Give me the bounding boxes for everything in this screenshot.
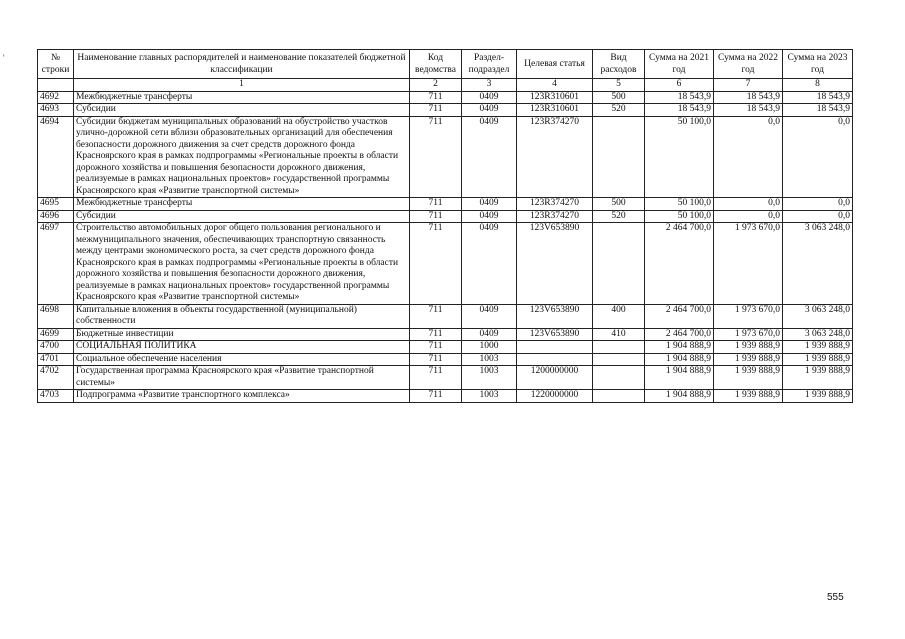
row-number-cell: 4699 [38,328,74,341]
target-article-cell: 123R310601 [517,104,593,117]
section-cell: 1000 [462,341,517,354]
row-number-cell: 4692 [38,91,74,104]
page-number: 555 [827,592,844,603]
dept-code-cell: 711 [410,304,462,328]
header-name: Наименование главных распорядителей и наименование показателей бюджетной классификации [74,50,410,79]
table-row [38,210,853,223]
section-cell: 0409 [462,223,517,305]
table-row [38,104,853,117]
column-number: 7 [714,79,783,92]
sum-2022-cell: 0,0 [714,210,783,223]
target-article-cell [517,341,593,354]
name-cell: Подпрограмма «Развитие транспортного комплекса» [74,390,410,403]
name-cell: Субсидии [74,104,410,117]
target-article-cell: 123V653890 [517,223,593,305]
table-row [38,116,853,198]
expense-type-cell: 500 [593,91,645,104]
sum-2023-cell: 1 939 888,9 [783,390,853,403]
header-dept-code: Код ведомства [410,50,462,79]
expense-type-cell: 400 [593,304,645,328]
expense-type-cell: 520 [593,104,645,117]
sum-2023-cell: 0,0 [783,210,853,223]
name-cell: Социальное обеспечение населения [74,353,410,366]
name-cell: Государственная программа Красноярского края «Развитие транспортной системы» [74,366,410,390]
section-cell: 0409 [462,198,517,211]
sum-2021-cell: 2 464 700,0 [645,304,714,328]
sum-2023-cell: 1 939 888,9 [783,366,853,390]
name-cell: Межбюджетные трансферты [74,91,410,104]
section-cell: 0409 [462,304,517,328]
header-sum-2023: Сумма на 2023 год [783,50,853,79]
sum-2023-cell: 1 939 888,9 [783,353,853,366]
budget-table [37,49,853,403]
name-cell: Бюджетные инвестиции [74,328,410,341]
column-number: 8 [783,79,853,92]
table-row [38,198,853,211]
row-number-cell: 4700 [38,341,74,354]
sum-2021-cell: 1 904 888,9 [645,353,714,366]
target-article-cell: 123R374270 [517,116,593,198]
dept-code-cell: 711 [410,353,462,366]
dept-code-cell: 711 [410,328,462,341]
dept-code-cell: 711 [410,91,462,104]
dept-code-cell: 711 [410,341,462,354]
sum-2023-cell: 3 063 248,0 [783,328,853,341]
header-row [38,50,853,79]
sum-2023-cell: 18 543,9 [783,91,853,104]
section-cell: 1003 [462,390,517,403]
sum-2022-cell: 1 939 888,9 [714,366,783,390]
expense-type-cell: 520 [593,210,645,223]
row-number-cell: 4697 [38,223,74,305]
column-number-blank [38,79,74,92]
target-article-cell: 123V653890 [517,328,593,341]
table-header [38,50,853,92]
dept-code-cell: 711 [410,390,462,403]
edge-mark: ' [3,53,5,63]
column-number: 2 [410,79,462,92]
row-number-cell: 4696 [38,210,74,223]
name-cell: Субсидии [74,210,410,223]
row-number-cell: 4702 [38,366,74,390]
target-article-cell: 1200000000 [517,366,593,390]
expense-type-cell [593,116,645,198]
row-number-cell: 4701 [38,353,74,366]
sum-2022-cell: 1 973 670,0 [714,223,783,305]
dept-code-cell: 711 [410,116,462,198]
sum-2022-cell: 1 939 888,9 [714,390,783,403]
sum-2023-cell: 1 939 888,9 [783,341,853,354]
table-row [38,341,853,354]
sum-2023-cell: 0,0 [783,198,853,211]
column-number: 4 [517,79,593,92]
sum-2022-cell: 1 973 670,0 [714,328,783,341]
sum-2022-cell: 1 973 670,0 [714,304,783,328]
name-cell: Капитальные вложения в объекты государственной (муниципальной) собственности [74,304,410,328]
table-row [38,223,853,305]
target-article-cell: 123R374270 [517,210,593,223]
sum-2021-cell: 18 543,9 [645,104,714,117]
section-cell: 0409 [462,210,517,223]
row-number-cell: 4698 [38,304,74,328]
sum-2021-cell: 1 904 888,9 [645,341,714,354]
sum-2023-cell: 3 063 248,0 [783,223,853,305]
expense-type-cell [593,366,645,390]
sum-2022-cell: 0,0 [714,198,783,211]
dept-code-cell: 711 [410,104,462,117]
sum-2022-cell: 18 543,9 [714,104,783,117]
column-number: 5 [593,79,645,92]
sum-2021-cell: 1 904 888,9 [645,390,714,403]
expense-type-cell [593,223,645,305]
table-row [38,328,853,341]
expense-type-cell: 410 [593,328,645,341]
sum-2022-cell: 1 939 888,9 [714,353,783,366]
section-cell: 1003 [462,366,517,390]
table-row [38,366,853,390]
sum-2021-cell: 18 543,9 [645,91,714,104]
column-number: 6 [645,79,714,92]
sum-2021-cell: 50 100,0 [645,198,714,211]
table-body [38,91,853,402]
header-target-article: Целевая статья [517,50,593,79]
table-row [38,390,853,403]
header-expense-type: Вид расходов [593,50,645,79]
table-row [38,304,853,328]
sum-2023-cell: 3 063 248,0 [783,304,853,328]
expense-type-cell: 500 [593,198,645,211]
sum-2022-cell: 18 543,9 [714,91,783,104]
sum-2021-cell: 1 904 888,9 [645,366,714,390]
name-cell: СОЦИАЛЬНАЯ ПОЛИТИКА [74,341,410,354]
row-number-cell: 4703 [38,390,74,403]
sum-2023-cell: 18 543,9 [783,104,853,117]
section-cell: 0409 [462,328,517,341]
name-cell: Субсидии бюджетам муниципальных образований на обустройство участков улично-дорожной сети вблизи образовательных организаций для обеспечения безопасности дорожного движения за счет средств дорожного фонда Красноярского края в рамках подпрограммы «Региональные проекты в области дорожного хозяйства и повышения безопасности дорожного движения, реализуемые в рамках национальных проектов» государственной программы Красноярского края «Развитие транспортной системы» [74,116,410,198]
sum-2022-cell: 0,0 [714,116,783,198]
target-article-cell: 123R374270 [517,198,593,211]
target-article-cell: 123V653890 [517,304,593,328]
name-cell: Строительство автомобильных дорог общего пользования регионального и межмуниципального значения, обеспечивающих транспортную связанность между центрами экономического роста, за счет средств дорожного фонда Красноярского края в рамках подпрограммы «Региональные проекты в области дорожного хозяйства и повышения безопасности дорожного движения, реализуемые в рамках национальных проектов» государственной программы Красноярского края «Развитие транспортной системы» [74,223,410,305]
dept-code-cell: 711 [410,223,462,305]
column-number: 3 [462,79,517,92]
section-cell: 1003 [462,353,517,366]
row-number-cell: 4693 [38,104,74,117]
sum-2021-cell: 50 100,0 [645,210,714,223]
sum-2023-cell: 0,0 [783,116,853,198]
expense-type-cell [593,390,645,403]
dept-code-cell: 711 [410,198,462,211]
expense-type-cell [593,341,645,354]
target-article-cell: 123R310601 [517,91,593,104]
section-cell: 0409 [462,116,517,198]
section-cell: 0409 [462,91,517,104]
dept-code-cell: 711 [410,210,462,223]
column-number-row [38,79,853,92]
header-row-number: № строки [38,50,74,79]
header-section: Раздел-подраздел [462,50,517,79]
header-sum-2021: Сумма на 2021 год [645,50,714,79]
table-row [38,353,853,366]
table-row [38,91,853,104]
column-number: 1 [74,79,410,92]
header-sum-2022: Сумма на 2022 год [714,50,783,79]
section-cell: 0409 [462,104,517,117]
sum-2021-cell: 50 100,0 [645,116,714,198]
sum-2022-cell: 1 939 888,9 [714,341,783,354]
target-article-cell: 1220000000 [517,390,593,403]
name-cell: Межбюджетные трансферты [74,198,410,211]
row-number-cell: 4694 [38,116,74,198]
target-article-cell [517,353,593,366]
dept-code-cell: 711 [410,366,462,390]
sum-2021-cell: 2 464 700,0 [645,328,714,341]
row-number-cell: 4695 [38,198,74,211]
expense-type-cell [593,353,645,366]
sum-2021-cell: 2 464 700,0 [645,223,714,305]
